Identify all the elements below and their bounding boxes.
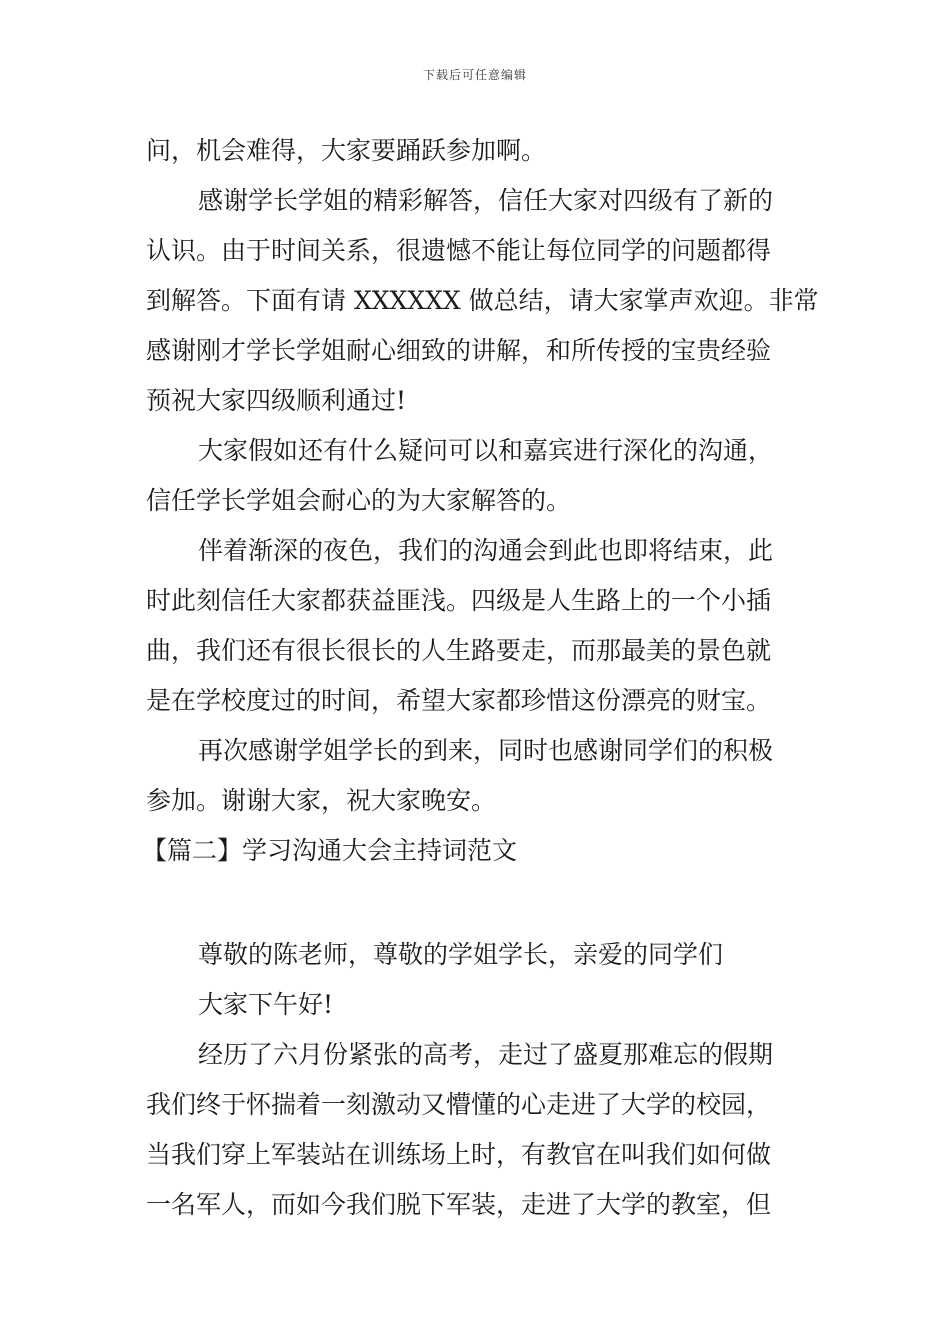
text-line: 曲，我们还有很长很长的人生路要走，而那最美的景色就: [146, 636, 772, 665]
text-line: 经历了六月份紧张的高考，走过了盛夏那难忘的假期: [198, 1040, 774, 1069]
text-line: 是在学校度过的时间，希望大家都珍惜这份漂亮的财宝。: [146, 686, 772, 715]
text-line: 我们终于怀揣着一刻激动又懵懂的心走进了大学的校园，: [146, 1090, 772, 1119]
text-line: 参加。谢谢大家，祝大家晚安。: [146, 786, 497, 815]
text-line: 大家假如还有什么疑问可以和嘉宾进行深化的沟通，: [198, 436, 774, 465]
text-line: 预祝大家四级顺利通过!: [146, 386, 407, 415]
text-line: 一名军人，而如今我们脱下军装，走进了大学的教室，但: [146, 1190, 772, 1219]
text-line: 认识。由于时间关系，很遗憾不能让每位同学的问题都得: [146, 236, 772, 265]
text-line: 当我们穿上军装站在训练场上时，有教官在叫我们如何做: [146, 1140, 772, 1169]
document-body: [142, 126, 819, 1230]
text-line: 信任学长学姐会耐心的为大家解答的。: [146, 486, 572, 515]
text-line: 问，机会难得，大家要踊跃参加啊。: [146, 136, 547, 165]
section-heading: 【篇二】学习沟通大会主持词范文: [142, 836, 518, 865]
greeting-line: 大家下午好!: [198, 990, 334, 1019]
page-header-note: 下载后可任意编辑: [422, 68, 527, 82]
text-line: 感谢刚才学长学姐耐心细致的讲解，和所传授的宝贵经验: [146, 336, 772, 365]
text-line: 伴着渐深的夜色，我们的沟通会到此也即将结束，此: [198, 536, 774, 565]
text-line: 再次感谢学姐学长的到来，同时也感谢同学们的积极: [198, 736, 774, 765]
text-line: 到解答。下面有请 XXXXXX 做总结，请大家掌声欢迎。非常: [146, 286, 819, 315]
salutation-line: 尊敬的陈老师，尊敬的学姐学长，亲爱的同学们: [198, 940, 724, 969]
text-line: 时此刻信任大家都获益匪浅。四级是人生路上的一个小插: [146, 586, 772, 615]
blank-gap: [146, 876, 814, 930]
text-line: 感谢学长学姐的精彩解答，信任大家对四级有了新的: [198, 186, 774, 215]
